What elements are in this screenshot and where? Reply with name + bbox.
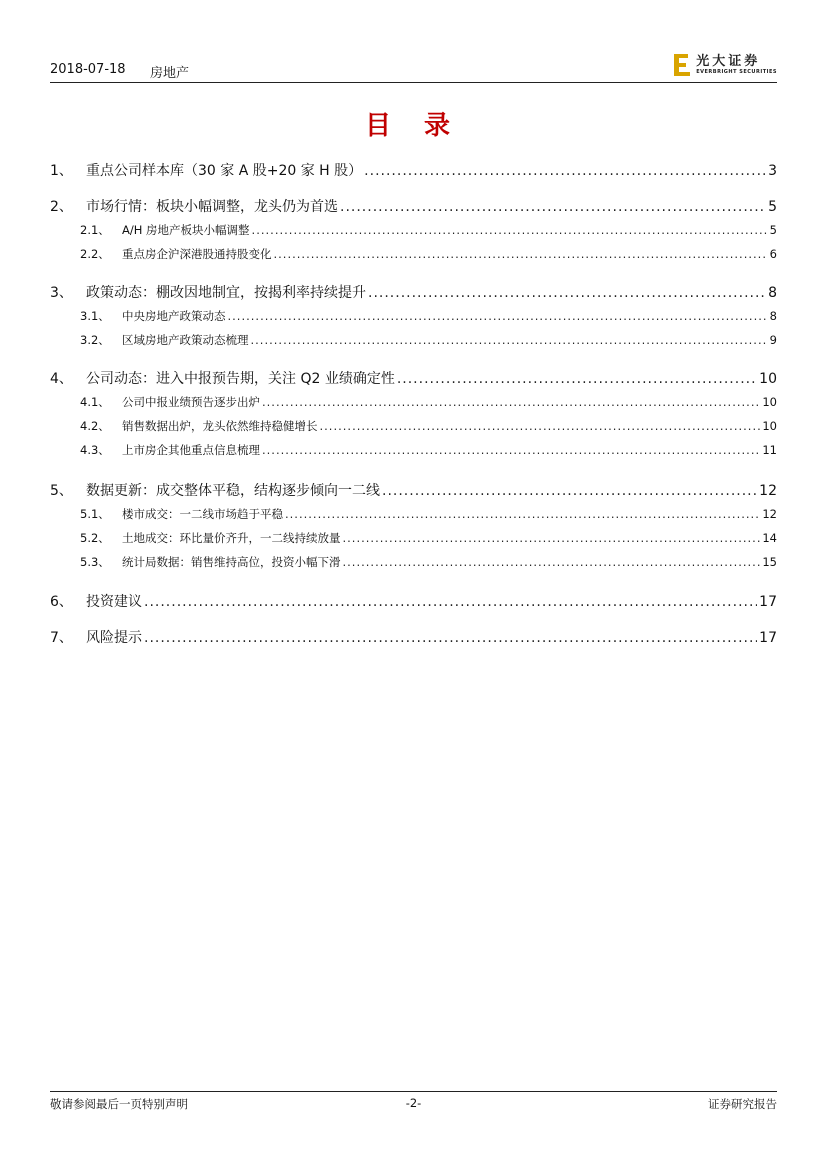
- toc-entry[interactable]: [50, 591, 777, 613]
- toc-leader-dots: [252, 223, 768, 237]
- page-title: 目 录: [364, 111, 463, 141]
- toc-entry-page: 14: [762, 531, 777, 545]
- toc-entry-page: 5: [768, 199, 777, 215]
- toc-entry-page: 6: [769, 247, 777, 261]
- toc-entry-page: 11: [762, 443, 777, 457]
- toc-leader-dots: [320, 419, 761, 433]
- logo-english-name: EVERBRIGHT SECURITIES: [696, 69, 777, 75]
- toc-entry[interactable]: [50, 160, 777, 182]
- toc-entry[interactable]: [50, 506, 777, 524]
- toc-entry-page: 10: [759, 371, 777, 387]
- toc-entry-number: 3.2、: [80, 333, 110, 347]
- header-divider: [50, 82, 777, 83]
- toc-leader-dots: [144, 594, 757, 610]
- toc-entry-title: 风险提示: [86, 630, 142, 646]
- toc-entry-number: 5、: [50, 483, 73, 499]
- toc-leader-dots: [274, 247, 768, 261]
- toc-leader-dots: [340, 199, 766, 215]
- toc-entry-number: 5.2、: [80, 531, 110, 545]
- toc-leader-dots: [144, 630, 757, 646]
- toc-entry[interactable]: [50, 480, 777, 502]
- page-number: -2-: [405, 1096, 422, 1110]
- logo-chinese-name: 光大证券: [696, 54, 761, 69]
- toc-entry-number: 6、: [50, 594, 73, 610]
- toc-entry[interactable]: [50, 246, 777, 264]
- toc-entry[interactable]: [50, 442, 777, 460]
- toc-entry-title: 公司动态：进入中报预告期，关注 Q2 业绩确定性: [86, 371, 395, 387]
- toc-entry[interactable]: [50, 554, 777, 572]
- toc-entry-title: 中央房地产政策动态: [122, 309, 226, 323]
- footer-divider: [50, 1091, 777, 1092]
- toc-entry-title: 区域房地产政策动态梳理: [122, 333, 249, 347]
- logo-mark-icon: [674, 54, 690, 76]
- toc-entry-number: 2、: [50, 199, 73, 215]
- toc-entry-page: 17: [759, 594, 777, 610]
- toc-entry-number: 3、: [50, 285, 73, 301]
- toc-entry-number: 2.2、: [80, 247, 110, 261]
- report-type: 证券研究报告: [708, 1097, 777, 1111]
- everbright-logo: [674, 52, 777, 78]
- toc-entry[interactable]: [50, 394, 777, 412]
- disclaimer-note: 敬请参阅最后一页特别声明: [50, 1097, 188, 1111]
- toc-entry-title: A/H 房地产板块小幅调整: [122, 223, 250, 237]
- toc-entry-number: 5.1、: [80, 507, 110, 521]
- toc-leader-dots: [262, 395, 760, 409]
- toc-entry[interactable]: [50, 627, 777, 649]
- toc-entry-title: 市场行情：板块小幅调整，龙头仍为首选: [86, 199, 338, 215]
- toc-entry-title: 统计局数据：销售维持高位，投资小幅下滑: [122, 555, 341, 569]
- toc-leader-dots: [343, 555, 761, 569]
- toc-entry[interactable]: [50, 222, 777, 240]
- toc-entry-number: 5.3、: [80, 555, 110, 569]
- toc-entry-page: 9: [769, 333, 777, 347]
- toc-entry-title: 政策动态：棚改因地制宜，按揭利率持续提升: [86, 285, 366, 301]
- toc-entry-page: 12: [762, 507, 777, 521]
- toc-entry-title: 楼市成交：一二线市场趋于平稳: [122, 507, 283, 521]
- toc-entry-title: 销售数据出炉，龙头依然维持稳健增长: [122, 419, 318, 433]
- toc-entry-page: 15: [762, 555, 777, 569]
- toc-entry[interactable]: [50, 368, 777, 390]
- toc-entry-title: 土地成交：环比量价齐升，一二线持续放量: [122, 531, 341, 545]
- toc-entry-number: 4、: [50, 371, 73, 387]
- toc-entry-page: 12: [759, 483, 777, 499]
- toc-entry-page: 10: [762, 395, 777, 409]
- toc-entry-number: 4.1、: [80, 395, 110, 409]
- toc-leader-dots: [364, 163, 766, 179]
- report-date: 2018-07-18: [50, 62, 126, 77]
- toc-entry[interactable]: [50, 332, 777, 350]
- toc-entry-page: 8: [769, 309, 777, 323]
- toc-entry-title: 投资建议: [86, 594, 142, 610]
- toc-leader-dots: [262, 443, 760, 457]
- toc-leader-dots: [251, 333, 768, 347]
- toc-leader-dots: [368, 285, 766, 301]
- toc-leader-dots: [228, 309, 768, 323]
- toc-entry-number: 3.1、: [80, 309, 110, 323]
- toc-entry[interactable]: [50, 308, 777, 326]
- toc-entry[interactable]: [50, 282, 777, 304]
- toc-leader-dots: [343, 531, 761, 545]
- toc-entry-title: 重点房企沪深港股通持股变化: [122, 247, 272, 261]
- toc-entry-page: 5: [769, 223, 777, 237]
- toc-entry-number: 7、: [50, 630, 73, 646]
- toc-entry-title: 上市房企其他重点信息梳理: [122, 443, 260, 457]
- toc-entry-number: 4.2、: [80, 419, 110, 433]
- toc-entry-page: 10: [762, 419, 777, 433]
- toc-entry-page: 8: [768, 285, 777, 301]
- toc-entry[interactable]: [50, 418, 777, 436]
- toc-entry-page: 17: [759, 630, 777, 646]
- page-header: [50, 58, 777, 84]
- toc-leader-dots: [285, 507, 760, 521]
- toc-entry[interactable]: [50, 196, 777, 218]
- toc-entry-title: 公司中报业绩预告逐步出炉: [122, 395, 260, 409]
- toc-entry-page: 3: [768, 163, 777, 179]
- toc-leader-dots: [382, 483, 757, 499]
- toc-entry-title: 数据更新：成交整体平稳，结构逐步倾向一二线: [86, 483, 380, 499]
- toc-entry-title: 重点公司样本库（30 家 A 股+20 家 H 股）: [86, 163, 363, 179]
- toc-entry[interactable]: [50, 530, 777, 548]
- toc-entry-number: 1、: [50, 163, 73, 179]
- toc-leader-dots: [397, 371, 757, 387]
- toc-entry-number: 4.3、: [80, 443, 110, 457]
- toc-entry-number: 2.1、: [80, 223, 110, 237]
- report-sector: 房地产: [150, 66, 190, 81]
